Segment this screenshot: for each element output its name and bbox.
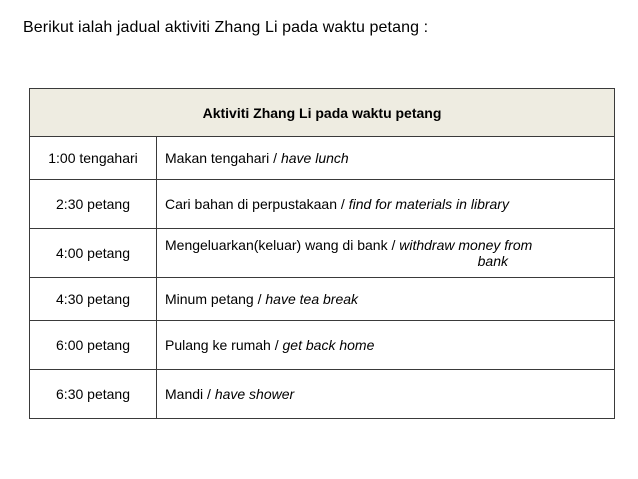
table-row	[30, 229, 615, 278]
activity-english: have tea break	[265, 291, 359, 307]
table-row	[30, 137, 615, 180]
time-cell: 4:00 petang	[30, 229, 157, 278]
table-row	[30, 370, 615, 419]
activity-english: have lunch	[280, 150, 349, 166]
activity-english: withdraw money from	[399, 237, 533, 253]
time-cell: 6:00 petang	[30, 321, 157, 370]
activity-english: find for materials in library	[348, 196, 509, 212]
activity-table	[29, 88, 615, 419]
activity-english: have shower	[214, 386, 295, 402]
time-cell: 2:30 petang	[30, 180, 157, 229]
activity-english-line2: bank	[477, 253, 508, 269]
activity-cell	[157, 137, 615, 180]
activity-cell	[157, 321, 615, 370]
activity-cell	[157, 370, 615, 419]
activity-english: get back home	[282, 337, 375, 353]
activity-malay: Mengeluarkan(keluar) wang di bank /	[165, 237, 400, 253]
activity-malay: Minum petang /	[165, 291, 266, 307]
time-cell: 4:30 petang	[30, 278, 157, 321]
activity-malay: Mandi /	[165, 386, 215, 402]
table-row	[30, 180, 615, 229]
table-row	[30, 278, 615, 321]
activity-malay: Pulang ke rumah /	[165, 337, 283, 353]
time-cell: 6:30 petang	[30, 370, 157, 419]
table-header-row	[30, 89, 615, 137]
time-cell: 1:00 tengahari	[30, 137, 157, 180]
activity-cell	[157, 278, 615, 321]
activity-malay: Cari bahan di perpustakaan /	[165, 196, 349, 212]
activity-cell	[157, 180, 615, 229]
activity-malay: Makan tengahari /	[165, 150, 281, 166]
table-header: Aktiviti Zhang Li pada waktu petang	[30, 89, 615, 137]
intro-text: Berikut ialah jadual aktiviti Zhang Li pada waktu petang :	[23, 19, 429, 36]
activity-cell	[157, 229, 615, 278]
table-row	[30, 321, 615, 370]
